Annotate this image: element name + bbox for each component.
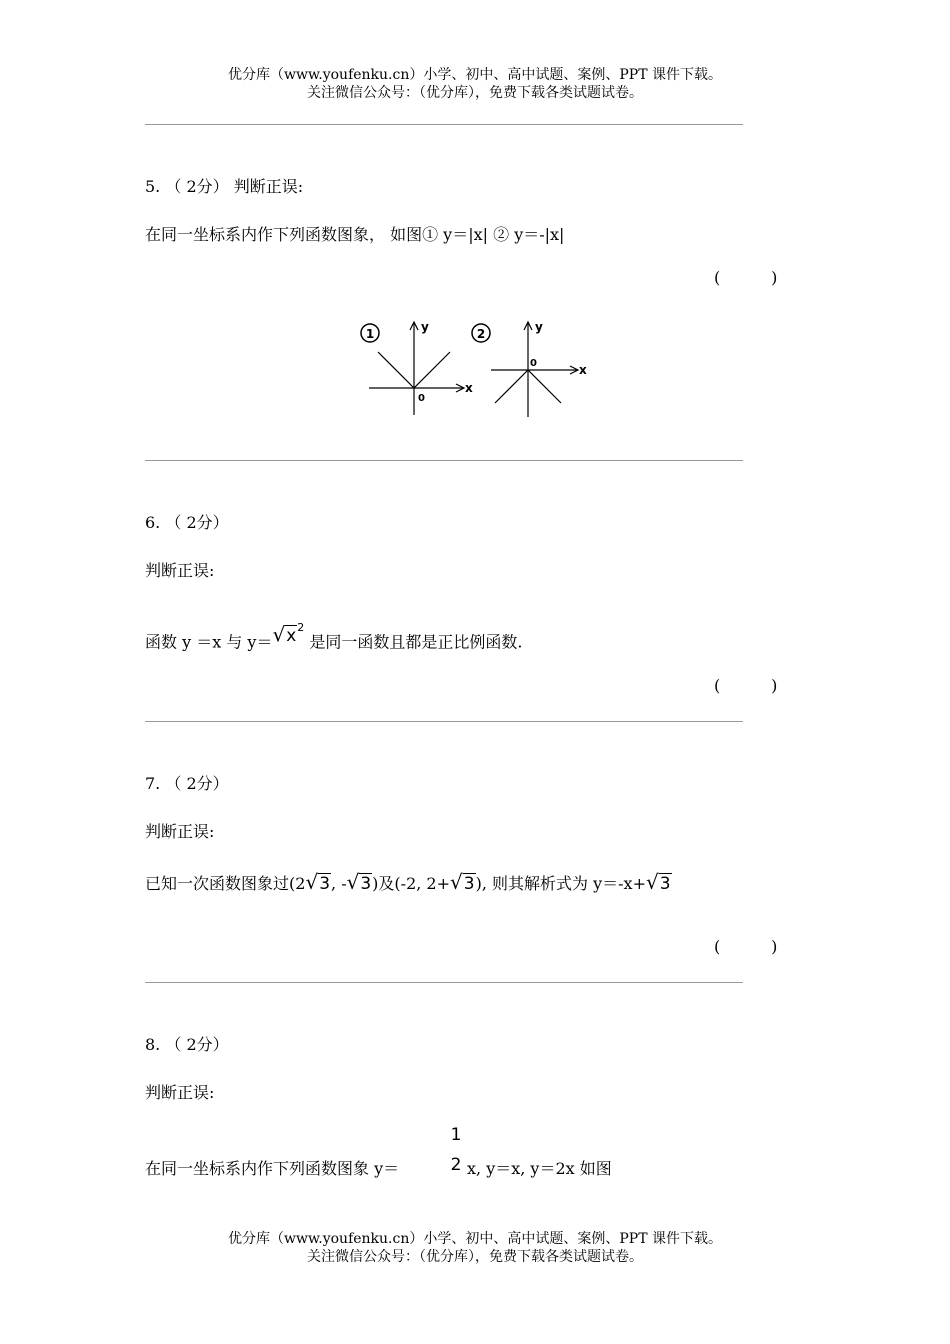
divider [145,124,743,125]
figure2-y-label: y [535,320,543,334]
q5-figure [355,315,595,420]
q7-text: 已知一次函数图象过(2√3, -√3)及(-2, 2+√3), 则其解析式为 y＝-x+√3 [145,866,672,900]
figure1-x-label: x [465,381,473,395]
q6-instruction: 判断正误: [145,561,215,580]
header-line-1: 优分库（www.youfenku.cn）小学、初中、高中试题、案例、PPT 课件下载。 [227,67,722,83]
sqrt-3: √3 [450,870,475,894]
page-footer [0,1230,950,1266]
exponent: 2 [297,621,305,634]
figure1-origin: 0 [418,393,425,404]
figure2-label: 2 [476,327,486,341]
q7-title: 7. （ 2分） [145,774,229,793]
q8-text-a: 在同一坐标系内作下列函数图象 y＝ [145,1159,400,1178]
q7-instruction: 判断正误: [145,822,215,841]
page-header [0,66,950,102]
footer-line-2: 关注微信公众号：（优分库），免费下载各类试题试卷。 [307,1249,643,1265]
divider [145,982,743,983]
q6-title: 6. （ 2分） [145,513,229,532]
figure2-origin: 0 [530,358,537,369]
q6-text-a: 函数 y ＝x 与 y＝ [145,632,273,652]
q8-text-b: x, y＝x, y＝2x 如图 [467,1159,612,1178]
q5-title: 5. （ 2分） 判断正误: [145,177,304,196]
sqrt-3: √3 [305,870,331,894]
q6-text [145,612,522,662]
q5-text: 在同一坐标系内作下列函数图象， 如图① y＝|x| ② y＝-|x| [145,225,565,244]
footer-line-1: 优分库（www.youfenku.cn）小学、初中、高中试题、案例、PPT 课件下载。 [227,1231,722,1247]
sqrt-3: √3 [645,870,671,894]
figure1-label: 1 [365,327,375,341]
fraction-denominator: 2 [450,1155,462,1175]
header-line-2: 关注微信公众号：（优分库），免费下载各类试题试卷。 [307,85,643,101]
sqrt-3: √3 [346,870,372,894]
divider [145,460,743,461]
fraction-one-half [445,1124,467,1176]
q7-answer-blank: ( ) [714,937,778,956]
q8-instruction: 判断正误: [145,1083,215,1102]
figure2-x-label: x [579,363,587,377]
sqrt-x-squared: $√x^2$ [272,621,305,647]
figure1-y-label: y [421,320,429,334]
q5-answer-blank: ( ) [714,268,778,287]
q6-answer-blank: ( ) [714,676,778,695]
fraction-numerator: 1 [450,1125,462,1145]
q6-text-b: 是同一函数且都是正比例函数. [304,632,523,652]
divider [145,721,743,722]
q8-title: 8. （ 2分） [145,1035,229,1054]
